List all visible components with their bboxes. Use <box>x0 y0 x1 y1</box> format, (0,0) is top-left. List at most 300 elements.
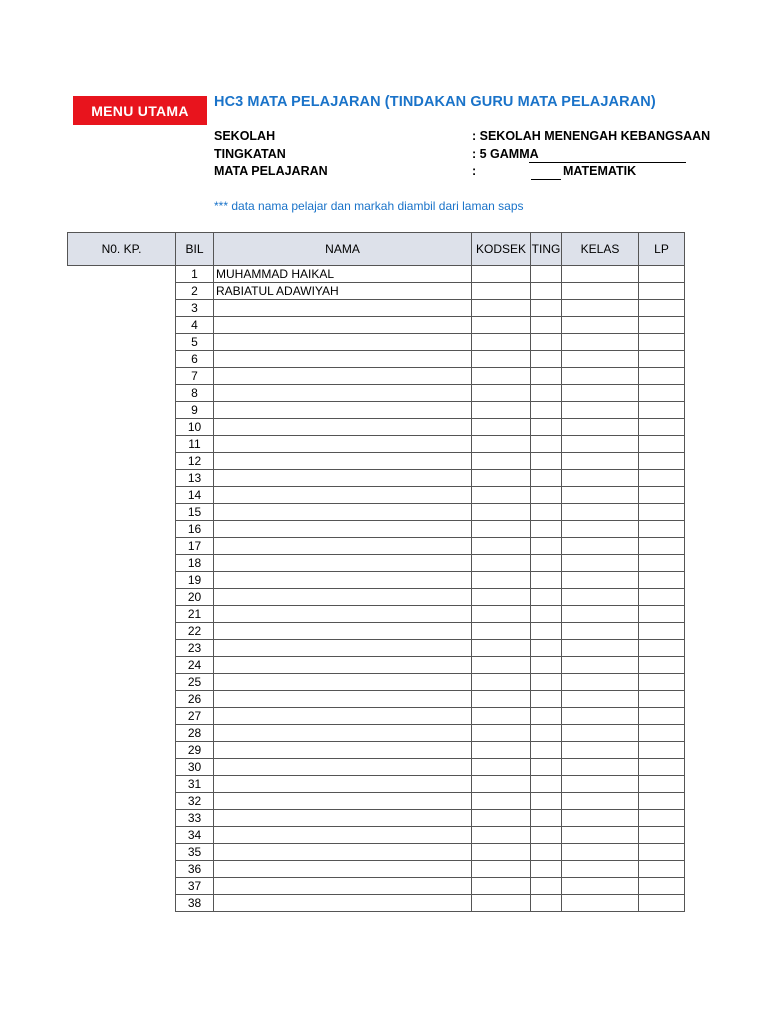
bil-cell[interactable]: 35 <box>176 844 214 861</box>
lp-cell[interactable] <box>639 742 685 759</box>
bil-cell[interactable]: 30 <box>176 759 214 776</box>
kelas-cell[interactable] <box>562 657 639 674</box>
bil-cell[interactable]: 31 <box>176 776 214 793</box>
ting-cell[interactable] <box>531 283 562 300</box>
no-kp-cell[interactable] <box>68 521 176 538</box>
kelas-cell[interactable] <box>562 589 639 606</box>
ting-cell[interactable] <box>531 266 562 283</box>
kodsek-cell[interactable] <box>472 351 531 368</box>
lp-cell[interactable] <box>639 674 685 691</box>
nama-cell[interactable] <box>214 844 472 861</box>
ting-cell[interactable] <box>531 317 562 334</box>
nama-cell[interactable] <box>214 351 472 368</box>
bil-cell[interactable]: 23 <box>176 640 214 657</box>
no-kp-cell[interactable] <box>68 317 176 334</box>
ting-cell[interactable] <box>531 351 562 368</box>
kodsek-cell[interactable] <box>472 470 531 487</box>
table-row <box>68 487 685 504</box>
no-kp-cell[interactable] <box>68 436 176 453</box>
kodsek-cell[interactable] <box>472 759 531 776</box>
ting-cell[interactable] <box>531 504 562 521</box>
lp-cell[interactable] <box>639 317 685 334</box>
ting-cell[interactable] <box>531 861 562 878</box>
kodsek-cell[interactable] <box>472 810 531 827</box>
kodsek-cell[interactable] <box>472 487 531 504</box>
table-row <box>68 504 685 521</box>
lp-cell[interactable] <box>639 895 685 912</box>
bil-cell[interactable]: 37 <box>176 878 214 895</box>
ting-cell[interactable] <box>531 419 562 436</box>
bil-cell[interactable]: 2 <box>176 283 214 300</box>
ting-cell[interactable] <box>531 691 562 708</box>
kelas-cell[interactable] <box>562 368 639 385</box>
kelas-cell[interactable] <box>562 606 639 623</box>
table-row <box>68 810 685 827</box>
bil-cell[interactable]: 13 <box>176 470 214 487</box>
kelas-cell[interactable] <box>562 861 639 878</box>
bil-cell[interactable]: 15 <box>176 504 214 521</box>
no-kp-cell[interactable] <box>68 895 176 912</box>
kodsek-cell[interactable] <box>472 895 531 912</box>
table-row <box>68 708 685 725</box>
ting-cell[interactable] <box>531 368 562 385</box>
table-row <box>68 844 685 861</box>
kodsek-cell[interactable] <box>472 861 531 878</box>
nama-cell[interactable] <box>214 606 472 623</box>
bil-cell[interactable]: 36 <box>176 861 214 878</box>
lp-cell[interactable] <box>639 368 685 385</box>
kodsek-cell[interactable] <box>472 266 531 283</box>
no-kp-cell[interactable] <box>68 266 176 283</box>
nama-cell[interactable] <box>214 793 472 810</box>
kelas-cell[interactable] <box>562 334 639 351</box>
nama-cell[interactable]: MUHAMMAD HAIKAL <box>214 266 472 283</box>
kelas-cell[interactable] <box>562 810 639 827</box>
table-row <box>68 895 685 912</box>
nama-cell[interactable] <box>214 623 472 640</box>
nama-cell[interactable] <box>214 776 472 793</box>
no-kp-cell[interactable] <box>68 793 176 810</box>
nama-cell[interactable] <box>214 742 472 759</box>
kodsek-cell[interactable] <box>472 674 531 691</box>
no-kp-cell[interactable] <box>68 623 176 640</box>
nama-cell[interactable] <box>214 810 472 827</box>
nama-cell[interactable] <box>214 572 472 589</box>
kodsek-cell[interactable] <box>472 385 531 402</box>
nama-cell[interactable] <box>214 487 472 504</box>
ting-cell[interactable] <box>531 589 562 606</box>
bil-cell[interactable]: 16 <box>176 521 214 538</box>
ting-cell[interactable] <box>531 623 562 640</box>
lp-cell[interactable] <box>639 470 685 487</box>
kelas-cell[interactable] <box>562 895 639 912</box>
nama-cell[interactable] <box>214 470 472 487</box>
nama-cell[interactable]: RABIATUL ADAWIYAH <box>214 283 472 300</box>
ting-cell[interactable] <box>531 470 562 487</box>
kelas-cell[interactable] <box>562 300 639 317</box>
ting-cell[interactable] <box>531 759 562 776</box>
lp-cell[interactable] <box>639 657 685 674</box>
sekolah-row <box>214 129 711 147</box>
lp-cell[interactable] <box>639 844 685 861</box>
nama-cell[interactable] <box>214 538 472 555</box>
no-kp-cell[interactable] <box>68 385 176 402</box>
nama-cell[interactable] <box>214 453 472 470</box>
kodsek-cell[interactable] <box>472 844 531 861</box>
kodsek-cell[interactable] <box>472 623 531 640</box>
table-row <box>68 368 685 385</box>
bil-cell[interactable]: 19 <box>176 572 214 589</box>
bil-cell[interactable]: 24 <box>176 657 214 674</box>
no-kp-cell[interactable] <box>68 487 176 504</box>
bil-cell[interactable]: 12 <box>176 453 214 470</box>
ting-cell[interactable] <box>531 725 562 742</box>
ting-cell[interactable] <box>531 572 562 589</box>
lp-cell[interactable] <box>639 283 685 300</box>
table-header-row <box>68 233 685 266</box>
student-table <box>67 232 685 912</box>
kelas-cell[interactable] <box>562 385 639 402</box>
lp-cell[interactable] <box>639 691 685 708</box>
table-row <box>68 776 685 793</box>
bil-cell[interactable]: 21 <box>176 606 214 623</box>
lp-cell[interactable] <box>639 555 685 572</box>
header-kelas: KELAS <box>562 233 639 266</box>
lp-cell[interactable] <box>639 334 685 351</box>
bil-cell[interactable]: 4 <box>176 317 214 334</box>
table-row <box>68 640 685 657</box>
header-nama: NAMA <box>214 233 472 266</box>
ting-cell[interactable] <box>531 453 562 470</box>
nama-cell[interactable] <box>214 402 472 419</box>
kodsek-cell[interactable] <box>472 725 531 742</box>
ting-cell[interactable] <box>531 742 562 759</box>
no-kp-cell[interactable] <box>68 691 176 708</box>
kelas-cell[interactable] <box>562 317 639 334</box>
no-kp-cell[interactable] <box>68 674 176 691</box>
ting-cell[interactable] <box>531 657 562 674</box>
no-kp-cell[interactable] <box>68 640 176 657</box>
lp-cell[interactable] <box>639 708 685 725</box>
kodsek-cell[interactable] <box>472 521 531 538</box>
ting-cell[interactable] <box>531 521 562 538</box>
nama-cell[interactable] <box>214 317 472 334</box>
kelas-cell[interactable] <box>562 504 639 521</box>
no-kp-cell[interactable] <box>68 861 176 878</box>
bil-cell[interactable]: 10 <box>176 419 214 436</box>
kelas-cell[interactable] <box>562 266 639 283</box>
lp-cell[interactable] <box>639 419 685 436</box>
nama-cell[interactable] <box>214 419 472 436</box>
no-kp-cell[interactable] <box>68 878 176 895</box>
ting-cell[interactable] <box>531 793 562 810</box>
nama-cell[interactable] <box>214 504 472 521</box>
tingkatan-label: TINGKATAN <box>214 146 286 161</box>
bil-cell[interactable]: 8 <box>176 385 214 402</box>
kodsek-cell[interactable] <box>472 402 531 419</box>
bil-cell[interactable]: 3 <box>176 300 214 317</box>
ting-cell[interactable] <box>531 827 562 844</box>
nama-cell[interactable] <box>214 521 472 538</box>
lp-cell[interactable] <box>639 810 685 827</box>
lp-cell[interactable] <box>639 351 685 368</box>
ting-cell[interactable] <box>531 555 562 572</box>
kelas-cell[interactable] <box>562 725 639 742</box>
ting-cell[interactable] <box>531 844 562 861</box>
ting-cell[interactable] <box>531 436 562 453</box>
ting-cell[interactable] <box>531 606 562 623</box>
ting-cell[interactable] <box>531 810 562 827</box>
ting-cell[interactable] <box>531 402 562 419</box>
lp-cell[interactable] <box>639 606 685 623</box>
lp-cell[interactable] <box>639 623 685 640</box>
no-kp-cell[interactable] <box>68 844 176 861</box>
no-kp-cell[interactable] <box>68 708 176 725</box>
lp-cell[interactable] <box>639 538 685 555</box>
ting-cell[interactable] <box>531 776 562 793</box>
kelas-cell[interactable] <box>562 351 639 368</box>
table-row <box>68 317 685 334</box>
nama-cell[interactable] <box>214 555 472 572</box>
kodsek-cell[interactable] <box>472 742 531 759</box>
lp-cell[interactable] <box>639 827 685 844</box>
kelas-cell[interactable] <box>562 776 639 793</box>
kodsek-cell[interactable] <box>472 538 531 555</box>
menu-utama-button[interactable]: MENU UTAMA <box>73 96 207 125</box>
ting-cell[interactable] <box>531 300 562 317</box>
kelas-cell[interactable] <box>562 759 639 776</box>
bil-cell[interactable]: 1 <box>176 266 214 283</box>
no-kp-cell[interactable] <box>68 555 176 572</box>
kelas-cell[interactable] <box>562 419 639 436</box>
no-kp-cell[interactable] <box>68 402 176 419</box>
table-row <box>68 793 685 810</box>
lp-cell[interactable] <box>639 453 685 470</box>
kelas-cell[interactable] <box>562 538 639 555</box>
bil-cell[interactable]: 26 <box>176 691 214 708</box>
nama-cell[interactable] <box>214 691 472 708</box>
ting-cell[interactable] <box>531 385 562 402</box>
lp-cell[interactable] <box>639 504 685 521</box>
table-row <box>68 521 685 538</box>
bil-cell[interactable]: 17 <box>176 538 214 555</box>
nama-cell[interactable] <box>214 725 472 742</box>
ting-cell[interactable] <box>531 708 562 725</box>
no-kp-cell[interactable] <box>68 453 176 470</box>
lp-cell[interactable] <box>639 300 685 317</box>
sekolah-label: SEKOLAH <box>214 129 276 143</box>
lp-cell[interactable] <box>639 878 685 895</box>
nama-cell[interactable] <box>214 708 472 725</box>
bil-cell[interactable]: 14 <box>176 487 214 504</box>
bil-cell[interactable]: 6 <box>176 351 214 368</box>
kelas-cell[interactable] <box>562 555 639 572</box>
table-row <box>68 623 685 640</box>
kodsek-cell[interactable] <box>472 589 531 606</box>
table-row <box>68 759 685 776</box>
bil-cell[interactable]: 29 <box>176 742 214 759</box>
no-kp-cell[interactable] <box>68 742 176 759</box>
kelas-cell[interactable] <box>562 402 639 419</box>
kelas-cell[interactable] <box>562 623 639 640</box>
bil-cell[interactable]: 5 <box>176 334 214 351</box>
kodsek-cell[interactable] <box>472 793 531 810</box>
no-kp-cell[interactable] <box>68 776 176 793</box>
table-row <box>68 283 685 300</box>
kelas-cell[interactable] <box>562 742 639 759</box>
bil-cell[interactable]: 34 <box>176 827 214 844</box>
lp-cell[interactable] <box>639 589 685 606</box>
nama-cell[interactable] <box>214 640 472 657</box>
bil-cell[interactable]: 27 <box>176 708 214 725</box>
table-row <box>68 266 685 283</box>
kodsek-cell[interactable] <box>472 453 531 470</box>
kodsek-cell[interactable] <box>472 572 531 589</box>
ting-cell[interactable] <box>531 538 562 555</box>
lp-cell[interactable] <box>639 793 685 810</box>
bil-cell[interactable]: 20 <box>176 589 214 606</box>
ting-cell[interactable] <box>531 895 562 912</box>
kelas-cell[interactable] <box>562 436 639 453</box>
no-kp-cell[interactable] <box>68 657 176 674</box>
kelas-cell[interactable] <box>562 827 639 844</box>
no-kp-cell[interactable] <box>68 283 176 300</box>
nama-cell[interactable] <box>214 368 472 385</box>
kodsek-cell[interactable] <box>472 691 531 708</box>
kelas-cell[interactable] <box>562 283 639 300</box>
bil-cell[interactable]: 18 <box>176 555 214 572</box>
kodsek-cell[interactable] <box>472 657 531 674</box>
bil-cell[interactable]: 32 <box>176 793 214 810</box>
bil-cell[interactable]: 11 <box>176 436 214 453</box>
kodsek-cell[interactable] <box>472 317 531 334</box>
subjek-underline <box>531 179 561 180</box>
ting-cell[interactable] <box>531 640 562 657</box>
table-row <box>68 300 685 317</box>
nama-cell[interactable] <box>214 300 472 317</box>
kodsek-cell[interactable] <box>472 827 531 844</box>
kelas-cell[interactable] <box>562 878 639 895</box>
kodsek-cell[interactable] <box>472 300 531 317</box>
lp-cell[interactable] <box>639 487 685 504</box>
nama-cell[interactable] <box>214 589 472 606</box>
kodsek-cell[interactable] <box>472 555 531 572</box>
no-kp-cell[interactable] <box>68 334 176 351</box>
tingkatan-row <box>214 147 686 165</box>
kelas-cell[interactable] <box>562 793 639 810</box>
kodsek-cell[interactable] <box>472 708 531 725</box>
kodsek-cell[interactable] <box>472 368 531 385</box>
kodsek-cell[interactable] <box>472 504 531 521</box>
no-kp-cell[interactable] <box>68 538 176 555</box>
no-kp-cell[interactable] <box>68 300 176 317</box>
no-kp-cell[interactable] <box>68 368 176 385</box>
page-title: HC3 MATA PELAJARAN (TINDAKAN GURU MATA PELAJARAN) <box>214 94 656 110</box>
bil-cell[interactable]: 28 <box>176 725 214 742</box>
kodsek-cell[interactable] <box>472 283 531 300</box>
lp-cell[interactable] <box>639 861 685 878</box>
ting-cell[interactable] <box>531 334 562 351</box>
no-kp-cell[interactable] <box>68 351 176 368</box>
kelas-cell[interactable] <box>562 708 639 725</box>
kelas-cell[interactable] <box>562 844 639 861</box>
kelas-cell[interactable] <box>562 521 639 538</box>
kelas-cell[interactable] <box>562 674 639 691</box>
kelas-cell[interactable] <box>562 640 639 657</box>
no-kp-cell[interactable] <box>68 504 176 521</box>
no-kp-cell[interactable] <box>68 572 176 589</box>
table-row <box>68 827 685 844</box>
kodsek-cell[interactable] <box>472 436 531 453</box>
kelas-cell[interactable] <box>562 487 639 504</box>
no-kp-cell[interactable] <box>68 725 176 742</box>
no-kp-cell[interactable] <box>68 759 176 776</box>
kodsek-cell[interactable] <box>472 776 531 793</box>
no-kp-cell[interactable] <box>68 606 176 623</box>
nama-cell[interactable] <box>214 385 472 402</box>
lp-cell[interactable] <box>639 776 685 793</box>
no-kp-cell[interactable] <box>68 810 176 827</box>
bil-cell[interactable]: 25 <box>176 674 214 691</box>
lp-cell[interactable] <box>639 759 685 776</box>
bil-cell[interactable]: 33 <box>176 810 214 827</box>
lp-cell[interactable] <box>639 521 685 538</box>
nama-cell[interactable] <box>214 827 472 844</box>
nama-cell[interactable] <box>214 878 472 895</box>
bil-cell[interactable]: 7 <box>176 368 214 385</box>
nama-cell[interactable] <box>214 334 472 351</box>
table-row <box>68 572 685 589</box>
kodsek-cell[interactable] <box>472 606 531 623</box>
nama-cell[interactable] <box>214 759 472 776</box>
no-kp-cell[interactable] <box>68 589 176 606</box>
nama-cell[interactable] <box>214 861 472 878</box>
nama-cell[interactable] <box>214 674 472 691</box>
nama-cell[interactable] <box>214 436 472 453</box>
bil-cell[interactable]: 22 <box>176 623 214 640</box>
lp-cell[interactable] <box>639 725 685 742</box>
kelas-cell[interactable] <box>562 453 639 470</box>
lp-cell[interactable] <box>639 266 685 283</box>
table-row <box>68 878 685 895</box>
kodsek-cell[interactable] <box>472 334 531 351</box>
kelas-cell[interactable] <box>562 470 639 487</box>
kodsek-cell[interactable] <box>472 878 531 895</box>
no-kp-cell[interactable] <box>68 419 176 436</box>
kodsek-cell[interactable] <box>472 419 531 436</box>
lp-cell[interactable] <box>639 385 685 402</box>
kodsek-cell[interactable] <box>472 640 531 657</box>
lp-cell[interactable] <box>639 640 685 657</box>
lp-cell[interactable] <box>639 572 685 589</box>
lp-cell[interactable] <box>639 436 685 453</box>
ting-cell[interactable] <box>531 674 562 691</box>
bil-cell[interactable]: 38 <box>176 895 214 912</box>
no-kp-cell[interactable] <box>68 827 176 844</box>
no-kp-cell[interactable] <box>68 470 176 487</box>
kelas-cell[interactable] <box>562 691 639 708</box>
ting-cell[interactable] <box>531 878 562 895</box>
ting-cell[interactable] <box>531 487 562 504</box>
lp-cell[interactable] <box>639 402 685 419</box>
table-row <box>68 657 685 674</box>
nama-cell[interactable] <box>214 895 472 912</box>
bil-cell[interactable]: 9 <box>176 402 214 419</box>
nama-cell[interactable] <box>214 657 472 674</box>
table-row <box>68 538 685 555</box>
data-source-note: *** data nama pelajar dan markah diambil dari laman saps <box>214 199 524 213</box>
kelas-cell[interactable] <box>562 572 639 589</box>
